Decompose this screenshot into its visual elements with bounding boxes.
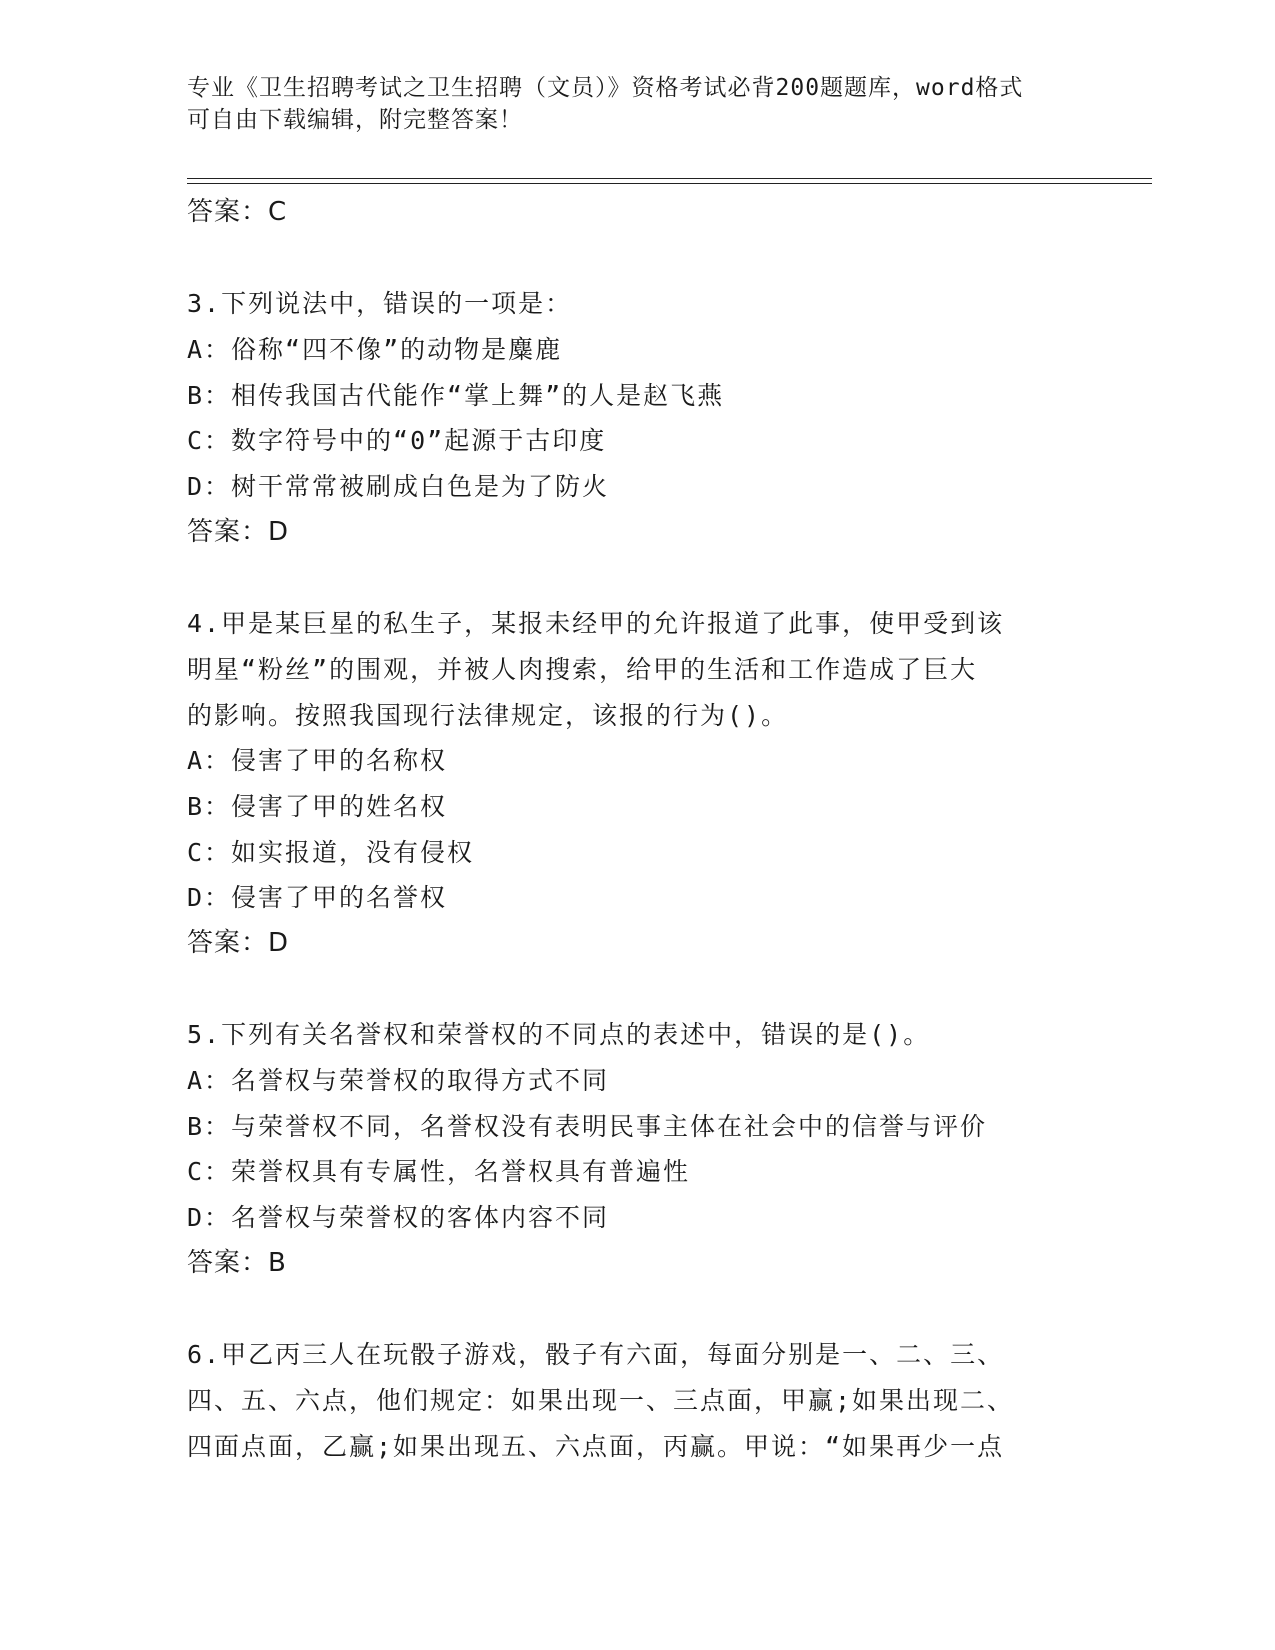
header-line-2: 可自由下载编辑，附完整答案！ xyxy=(187,107,523,133)
option-c: C：数字符号中的“0”起源于古印度 xyxy=(187,426,607,456)
question-stem: 4.甲是某巨星的私生子，某报未经甲的允许报道了此事，使甲受到该 xyxy=(187,609,1005,639)
option-a: A：侵害了甲的名称权 xyxy=(187,746,448,776)
option-a: A：俗称“四不像”的动物是麋鹿 xyxy=(187,335,563,365)
question-block xyxy=(187,281,1087,555)
question-stem: 6.甲乙丙三人在玩骰子游戏，骰子有六面，每面分别是一、二、三、 xyxy=(187,1340,1005,1370)
option-b: B：相传我国古代能作“掌上舞”的人是赵飞燕 xyxy=(187,380,725,410)
question-stem: 的影响。按照我国现行法律规定，该报的行为()。 xyxy=(187,700,789,730)
option-c: C：荣誉权具有专属性，名誉权具有普遍性 xyxy=(187,1157,691,1187)
document-header xyxy=(187,72,1087,136)
answer-line: 答案：B xyxy=(187,1247,287,1278)
spacer xyxy=(187,967,1087,1013)
spacer xyxy=(187,556,1087,602)
question-block xyxy=(187,1012,1087,1286)
answer-line: 答案：D xyxy=(187,928,290,958)
option-d: D：名誉权与荣誉权的客体内容不同 xyxy=(187,1203,610,1233)
header-rule-bottom xyxy=(187,183,1152,184)
question-block xyxy=(187,601,1087,967)
document-body xyxy=(187,190,1087,1469)
answer-line: 答案：D xyxy=(187,516,290,547)
option-d: D：树干常常被刷成白色是为了防火 xyxy=(187,472,610,502)
question-stem: 5.下列有关名誉权和荣誉权的不同点的表述中，错误的是()。 xyxy=(187,1020,931,1050)
header-line-1: 专业《卫生招聘考试之卫生招聘（文员）》资格考试必背200题题库，word格式 xyxy=(187,75,1024,101)
question-stem: 四、五、六点，他们规定：如果出现一、三点面，甲赢;如果出现二、 xyxy=(187,1385,1015,1415)
header-rule-top xyxy=(187,178,1152,179)
option-b: B：侵害了甲的姓名权 xyxy=(187,791,448,821)
question-stem: 3.下列说法中，错误的一项是： xyxy=(187,289,573,319)
spacer xyxy=(187,236,1087,282)
option-a: A：名誉权与荣誉权的取得方式不同 xyxy=(187,1066,610,1096)
question-stem: 四面点面，乙赢;如果出现五、六点面，丙赢。甲说：“如果再少一点 xyxy=(187,1431,1005,1461)
question-stem: 明星“粉丝”的围观，并被人肉搜索，给甲的生活和工作造成了巨大 xyxy=(187,654,978,684)
spacer xyxy=(187,1287,1087,1333)
option-c: C：如实报道，没有侵权 xyxy=(187,837,475,867)
option-b: B：与荣誉权不同，名誉权没有表明民事主体在社会中的信誉与评价 xyxy=(187,1111,988,1141)
question-block xyxy=(187,1332,1087,1469)
option-d: D：侵害了甲的名誉权 xyxy=(187,883,448,913)
answer-line: 答案：C xyxy=(187,197,288,227)
